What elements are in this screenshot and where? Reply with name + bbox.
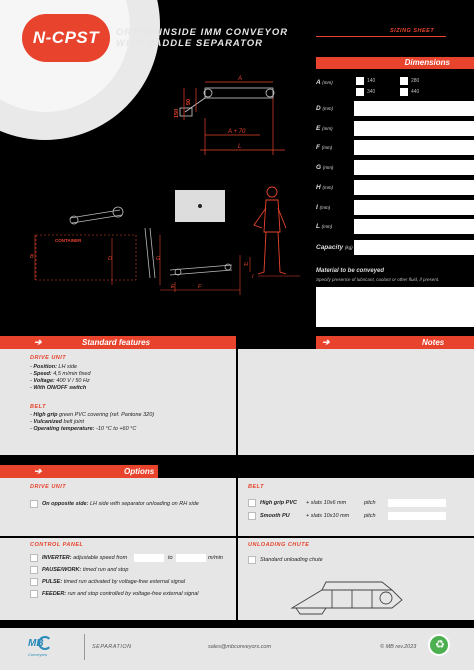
conveyor-tail: [180, 108, 192, 116]
dim-l-text: L: [238, 144, 242, 150]
feature-item: - High grip green PVC covering (ref. Pantone 320): [30, 412, 155, 418]
dimension-input[interactable]: [354, 160, 474, 175]
a-option-checkbox[interactable]: [400, 77, 408, 85]
a-option-checkbox[interactable]: [356, 88, 364, 96]
brand-logo: [28, 636, 56, 660]
dim-150-text: 150: [174, 108, 180, 118]
dim-a-text: A: [238, 76, 243, 82]
a-option-label: 340: [367, 89, 376, 95]
arrow-icon: ➔: [34, 337, 42, 347]
product-logo: N-CPST: [22, 14, 110, 62]
opposite-side-checkbox[interactable]: [30, 500, 38, 508]
dimension-input[interactable]: [354, 219, 474, 234]
standard-features-title: Standard features: [82, 338, 151, 347]
unloading-chute-drawing: [282, 568, 412, 618]
dimension-row: [316, 180, 474, 198]
feature-item: - With ON/OFF switch: [30, 385, 87, 391]
dimension-row: [316, 140, 474, 158]
dim-h-text: H: [244, 262, 248, 268]
control-option-checkbox[interactable]: [30, 590, 38, 598]
title-line-2: WITH PADDLE SEPARATOR: [116, 38, 263, 49]
material-input[interactable]: [316, 287, 474, 327]
dim-i-text: I: [252, 274, 254, 280]
dim-e-text: E: [171, 284, 175, 290]
options-header: [0, 465, 158, 478]
dim-d-text: D: [108, 256, 112, 262]
arrow-icon: ➔: [322, 337, 330, 347]
control-panel-section: [0, 538, 236, 620]
product-title: [116, 27, 288, 49]
control-panel-title: CONTROL PANEL: [30, 542, 84, 548]
unloading-section: [238, 538, 474, 620]
feature-item: - Voltage: 400 V / 50 Hz: [30, 378, 90, 384]
dimension-input[interactable]: [354, 101, 474, 116]
speed-unit-label: m/min: [208, 555, 223, 561]
operator-figure: [254, 187, 286, 274]
conveyor-top-belt: [205, 88, 273, 98]
material-label: Material to be conveyed: [316, 268, 385, 274]
belt-option-slats: + slats 10x10 mm: [306, 513, 350, 519]
material-sub-label: Specify presence of lubricant, coolant or other fluid, if present.: [316, 277, 440, 282]
control-option-label: PULSE: timed run activated by voltage-free external signal: [42, 579, 186, 585]
a-option-checkbox[interactable]: [400, 88, 408, 96]
opposite-side-option: [42, 501, 199, 508]
dim-b-text: B: [30, 254, 34, 260]
footer-section: SEPARATION: [92, 644, 132, 650]
options-panel: [0, 478, 474, 536]
unloading-title: UNLOADING CHUTE: [248, 542, 310, 548]
dimension-row: [316, 200, 474, 218]
dimension-input[interactable]: [354, 121, 474, 136]
title-line-1: ORTHO-INSIDE IMM CONVEYOR: [116, 27, 289, 38]
control-option-label: PAUSE/WORK: timed run and stop: [42, 567, 129, 573]
notes-panel[interactable]: [238, 349, 474, 455]
brand-logo-swirl-icon: [38, 636, 52, 650]
belt-option-pitch: pitch: [364, 513, 376, 519]
dimension-label: L (mm): [316, 223, 333, 230]
belt-option-pitch: pitch: [364, 500, 376, 506]
sizing-sheet-label: SIZING SHEET: [390, 28, 435, 34]
options-belt-title: BELT: [248, 484, 264, 490]
options-title: Options: [124, 467, 155, 476]
dimension-label: F (mm): [316, 144, 333, 151]
notes-header: [316, 336, 474, 349]
speed-to-input[interactable]: [176, 554, 206, 562]
dimension-label: I (mm): [316, 204, 331, 211]
dim-f-text: F: [198, 284, 202, 290]
dim-g-text: G: [156, 256, 161, 262]
pitch-input[interactable]: [388, 512, 446, 520]
dimension-label: G (mm): [316, 164, 334, 171]
recycle-icon: ♻: [428, 634, 450, 656]
drive-unit-list: [30, 364, 91, 392]
footer: [0, 628, 474, 670]
control-option-label: INVERTER: adjustable speed from: [42, 555, 128, 561]
dimension-label: D (mm): [316, 105, 334, 112]
dimension-row: [316, 160, 474, 178]
dim-a70-text: A + 70: [228, 129, 246, 135]
pitch-input[interactable]: [388, 499, 446, 507]
a-option-label: 140: [367, 78, 376, 84]
dimension-label: E (mm): [316, 125, 333, 132]
speed-from-input[interactable]: [134, 554, 164, 562]
control-option-checkbox[interactable]: [30, 578, 38, 586]
technical-drawing: [0, 60, 310, 300]
dimension-row: [316, 240, 474, 258]
footer-email[interactable]: sales@mbconveyors.com: [208, 644, 272, 650]
control-option-checkbox[interactable]: [30, 554, 38, 562]
dimension-row: [316, 101, 474, 119]
feature-item: - Vulcanized belt joint: [30, 419, 85, 425]
dimension-input[interactable]: [354, 240, 474, 255]
feature-item: - Speed: 4,5 m/min fixed: [30, 371, 91, 377]
a-option-checkbox[interactable]: [356, 77, 364, 85]
feature-item: - Operating temperature: -10 °C to +60 °C: [30, 426, 137, 432]
belt-option-slats: + slats 10x6 mm: [306, 500, 347, 506]
dimensions-header: Dimensions: [316, 57, 474, 69]
belt-option-name: Smooth PU: [260, 513, 290, 519]
belt-option-checkbox[interactable]: [248, 512, 256, 520]
belt-option-name: High grip PVC: [260, 500, 297, 506]
control-option-checkbox[interactable]: [30, 566, 38, 574]
footer-copyright: © MB rev.2023: [380, 644, 417, 650]
standard-features-panel: [0, 349, 236, 455]
belt-option-checkbox[interactable]: [248, 499, 256, 507]
dimension-row: [316, 75, 474, 93]
arrow-icon: ➔: [34, 466, 42, 476]
dim-50-text: 50: [186, 98, 192, 105]
dimension-label: A (mm): [316, 79, 333, 86]
unloading-checkbox[interactable]: [248, 556, 256, 564]
dimension-row: [316, 219, 474, 237]
brand-logo-sub: Conveyors: [28, 652, 48, 657]
a-option-label: 280: [411, 78, 420, 84]
belt-title: BELT: [30, 404, 46, 410]
dimension-input[interactable]: [354, 200, 474, 215]
drive-unit-title: DRIVE UNIT: [30, 355, 67, 361]
dimension-label: H (mm): [316, 184, 334, 191]
a-option-label: 440: [411, 89, 420, 95]
dimension-label: Capacity (kg): [316, 244, 353, 251]
feature-item: - Position: LH side: [30, 364, 78, 370]
options-drive-title: DRIVE UNIT: [30, 484, 67, 490]
dimension-input[interactable]: [354, 180, 474, 195]
sizing-rule: [316, 36, 446, 37]
opposite-side-bold: On opposite side:: [42, 501, 89, 507]
notes-title: Notes: [422, 338, 445, 347]
belt-list: [30, 412, 154, 433]
control-option-label: FEEDER: run and stop controlled by voltage-free external signal: [42, 591, 199, 597]
opposite-side-text: LH side with separator unloading on RH side: [88, 501, 199, 507]
unloading-option: Standard unloading chute: [260, 557, 323, 563]
containers-text: CONTAINER: [55, 238, 82, 243]
dimension-input[interactable]: [354, 140, 474, 155]
brand-logo-text: MB: [28, 638, 44, 649]
dimension-row: [316, 121, 474, 139]
speed-to-label: to: [168, 555, 173, 561]
